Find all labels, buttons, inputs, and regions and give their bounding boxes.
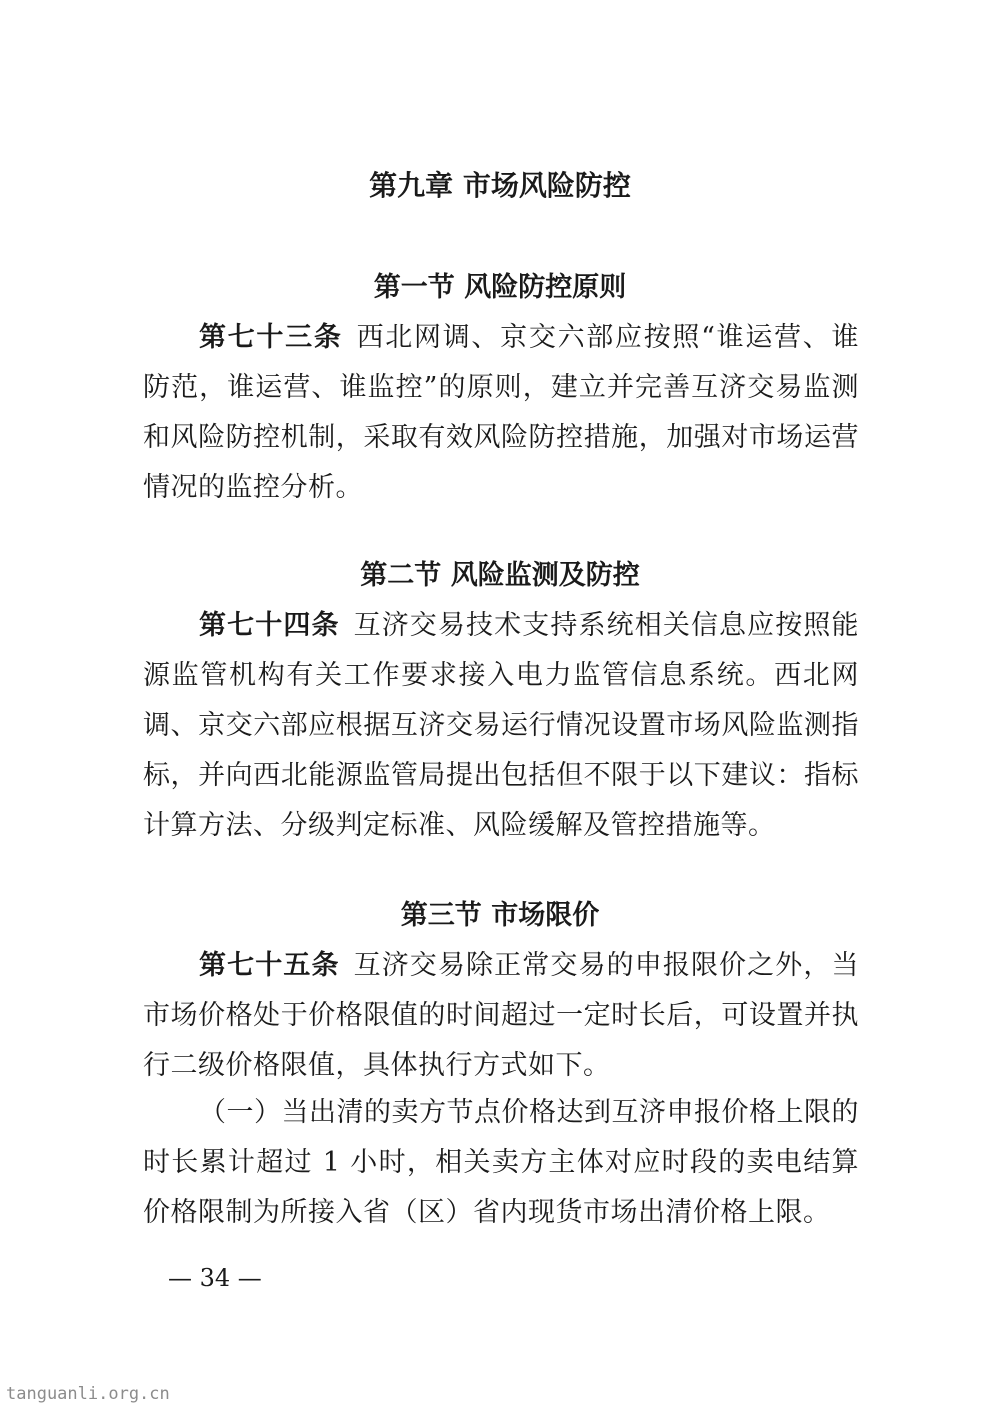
article-text: 西北网调、京交六部应按照“谁运营、谁防范，谁运营、谁监控”的原则，建立并完善互济交易监测和风险防控机制，采取有效风险防控措施，加强对市场运营情况的监控分析。 [143, 322, 860, 503]
section-title-3: 第三节 市场限价 [400, 900, 600, 931]
article-text: 互济交易除正常交易的申报限价之外，当市场价格处于价格限值的时间超过一定时长后，可设置并执行二级价格限值，具体执行方式如下。 [143, 950, 860, 1081]
list-item-text: （一）当出清的卖方节点价格达到互济申报价格上限的时长累计超过 1 小时，相关卖方主体对应时段的卖电结算价格限制为所接入省（区）省内现货市场出清价格上限。 [143, 1097, 859, 1228]
article-number: 第七十三条 [199, 322, 343, 353]
list-item-paragraph [143, 1088, 859, 1238]
watermark-text: tanguanli.org.cn [6, 1384, 170, 1404]
article-text: 互济交易技术支持系统相关信息应按照能源监管机构有关工作要求接入电力监管信息系统。西北网调、京交六部应根据互济交易运行情况设置市场风险监测指标，并向西北能源监管局提出包括但不限于以下建议：指标计算方法、分级判定标准、风险缓解及管控措施等。 [143, 610, 860, 841]
article-paragraph [143, 941, 859, 1091]
article-paragraph [143, 601, 859, 851]
page-number: — 34 — [168, 1264, 262, 1292]
article-number: 第七十四条 [199, 610, 340, 641]
article-paragraph [143, 313, 859, 513]
article-number: 第七十五条 [199, 950, 340, 981]
chapter-title: 第九章 市场风险防控 [369, 169, 631, 202]
section-title-2: 第二节 风险监测及防控 [360, 560, 640, 591]
section-title-1: 第一节 风险防控原则 [373, 272, 627, 303]
